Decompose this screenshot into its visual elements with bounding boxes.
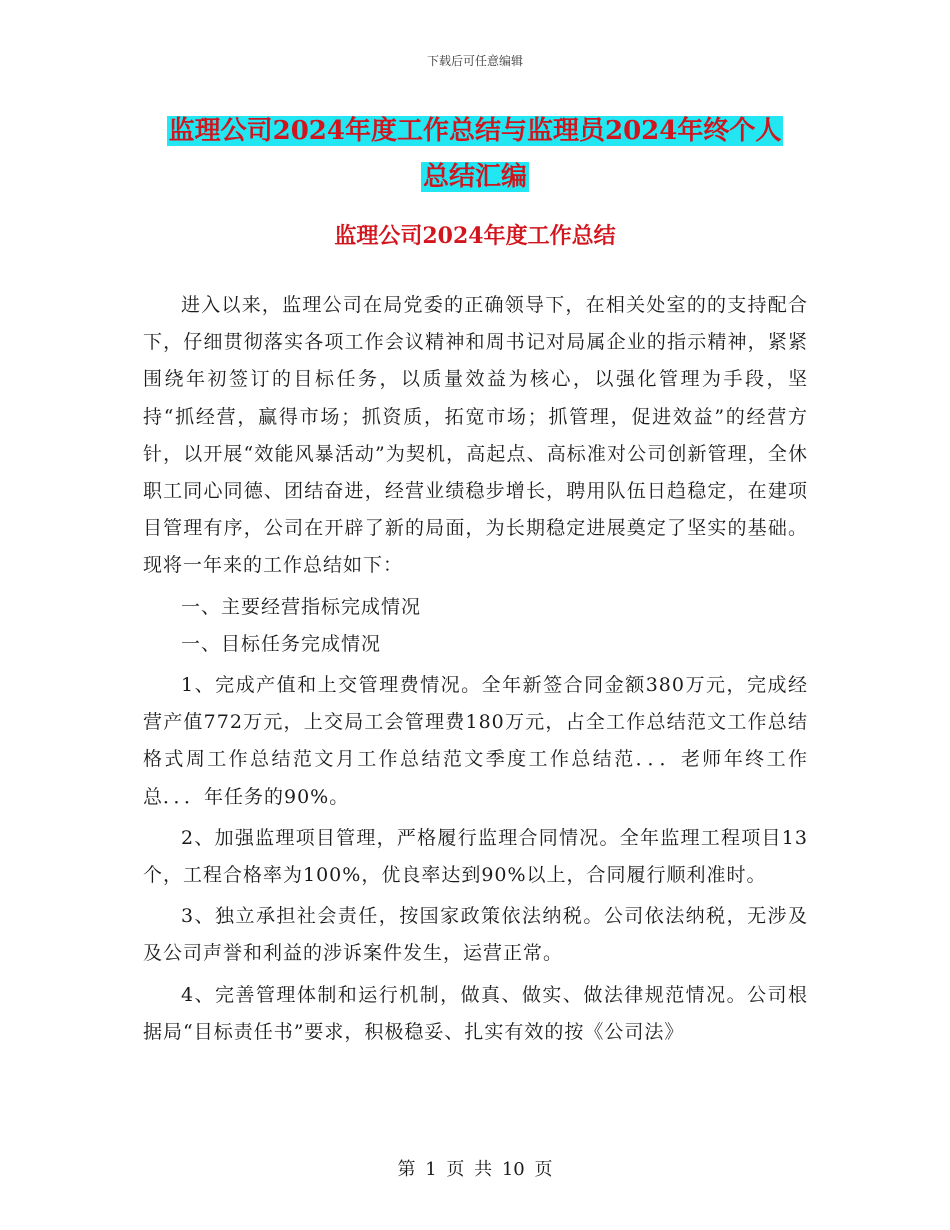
document-title bbox=[145, 108, 805, 200]
section-heading-1: 一、主要经营指标完成情况 bbox=[181, 595, 422, 618]
document-title-line2: 总结汇编 bbox=[422, 162, 527, 192]
document-body bbox=[143, 287, 808, 1051]
page-header-note: 下载后可任意编辑 bbox=[426, 54, 523, 68]
list-item-3: 3、独立承担社会责任，按国家政策依法纳税。公司依法纳税，无涉及及公司声誉和利益的涉诉案件发生，运营正常。 bbox=[143, 905, 808, 965]
list-item-2: 2、加强监理项目管理，严格履行监理合同情况。全年监理工程项目13个，工程合格率为100%，优良率达到90%以上，合同履行顺利准时。 bbox=[143, 826, 808, 887]
page-number: 第 1 页 共 10 页 bbox=[397, 1159, 553, 1180]
section-heading-2: 一、目标任务完成情况 bbox=[181, 632, 382, 655]
list-item-1: 1、完成产值和上交管理费情况。全年新签合同金额380万元，完成经营产值772万元，上交局工会管理费180万元，占全工作总结范文工作总结格式周工作总结范文月工作总结范文季度工作总结范．．．老师年终工作总．．．年任务的90%。 bbox=[143, 674, 808, 808]
document-title-line1: 监理公司2024年度工作总结与监理员2024年终个人 bbox=[168, 116, 782, 146]
intro-paragraph: 进入以来，监理公司在局党委的正确领导下，在相关处室的的支持配合下，仔细贯彻落实各项工作会议精神和周书记对局属企业的指示精神，紧紧围绕年初签订的目标任务，以质量效益为核心，以强化管理为手段，坚持“抓经营，赢得市场；抓资质，拓宽市场；抓管理，促进效益”的经营方针，以开展“效能风暴活动”为契机，高起点、高标准对公司创新管理，全休职工同心同德、团结奋进，经营业绩稳步增长，聘用队伍日趋稳定，在建项目管理有序，公司在开辟了新的局面，为长期稳定进展奠定了坚实的基础。现将一年来的工作总结如下： bbox=[143, 294, 808, 577]
list-item-4: 4、完善管理体制和运行机制，做真、做实、做法律规范情况。公司根据局“目标责任书”要求，积极稳妥、扎实有效的按《公司法》 bbox=[143, 983, 808, 1043]
section-title: 监理公司2024年度工作总结 bbox=[334, 223, 616, 249]
